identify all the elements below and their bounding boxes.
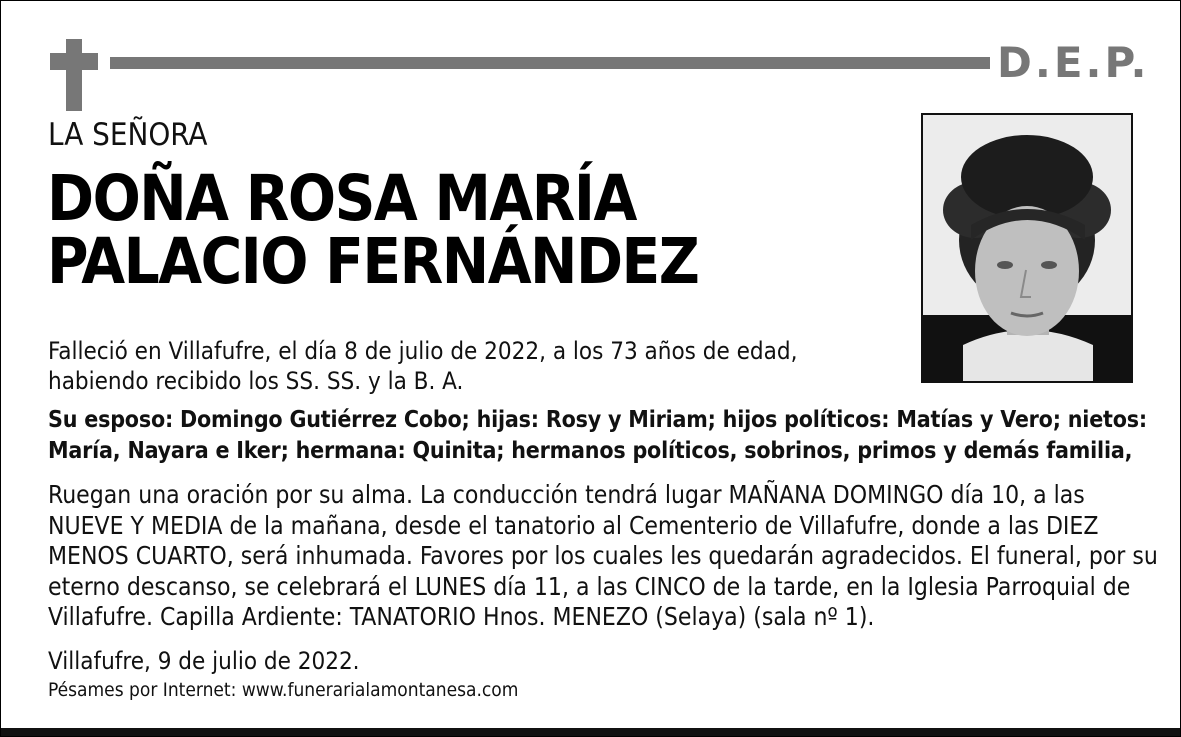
dep-label: D.E.P. — [997, 38, 1150, 87]
deceased-name — [47, 162, 699, 298]
bottom-rule — [1, 728, 1180, 736]
death-line-2: habiendo recibido los SS. SS. y la B. A. — [48, 367, 464, 395]
name-line-2: PALACIO FERNÁNDEZ — [47, 225, 699, 298]
funeral-details: Ruegan una oración por su alma. La conducción tendrá lugar MAÑANA DOMINGO día 10, a las NUEVE Y MEDIA de la mañana, desde el tanatorio al Cementerio de Villafufre, donde a las DIEZ MENOS CUARTO, será inhumada. Favores por los cuales les quedarán agradecidos. El funeral, por su eterno descanso, se celebrará el LUNES día 11, a las CINCO de la tarde, en la Iglesia Parroquial de Villafufre. Capilla Ardiente: TANATORIO Hnos. MENEZO (Selaya) (sala nº 1). — [48, 480, 1158, 631]
family-list: Su esposo: Domingo Gutiérrez Cobo; hijas: Rosy y Miriam; hijos políticos: Matías y Vero; nietos: María, Nayara e Iker; hermana: Quinita; hermanos políticos, sobrinos, primos y demás familia, — [48, 407, 1147, 464]
portrait-photo — [921, 113, 1133, 383]
header-rule — [110, 57, 990, 69]
name-line-1: DOÑA ROSA MARÍA — [47, 162, 636, 235]
death-notice — [48, 336, 878, 396]
title-prefix: LA SEÑORA — [48, 117, 208, 153]
death-line-1: Falleció en Villafufre, el día 8 de julio de 2022, a los 73 años de edad, — [48, 337, 798, 365]
condolences-web: Pésames por Internet: www.funerarialamontanesa.com — [48, 679, 519, 701]
place-date: Villafufre, 9 de julio de 2022. — [48, 647, 360, 675]
